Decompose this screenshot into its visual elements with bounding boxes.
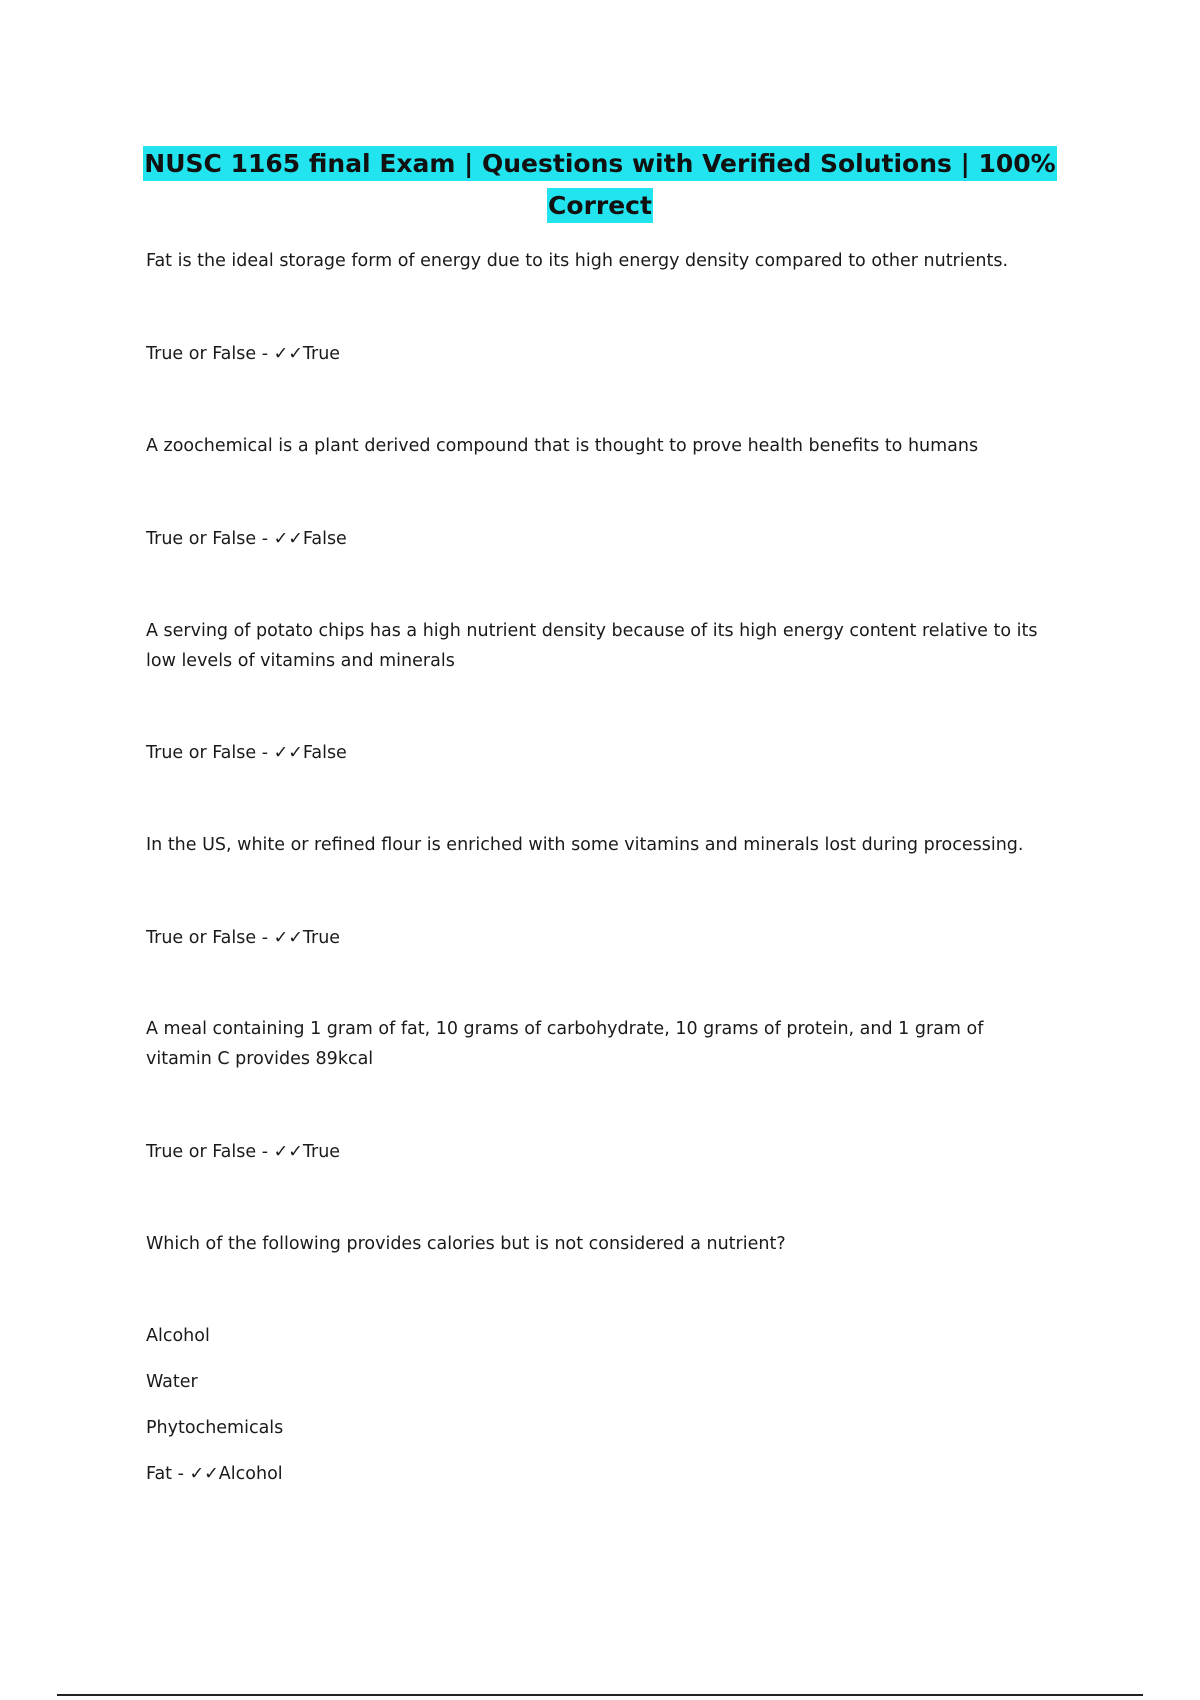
question-6-option-3: Phytochemicals (146, 1418, 284, 1438)
question-2-answer: True or False - ✓✓False (146, 529, 347, 549)
document-title (140, 143, 1060, 227)
question-2-text: A zoochemical is a plant derived compound that is thought to prove health benefits to humans (146, 436, 979, 456)
title-line-1: NUSC 1165 final Exam | Questions with Verified Solutions | 100% (143, 146, 1056, 181)
question-3-text-line-2: low levels of vitamins and minerals (146, 651, 455, 671)
question-5-text-line-2: vitamin C provides 89kcal (146, 1049, 374, 1069)
question-5-text-line-1: A meal containing 1 gram of fat, 10 grams of carbohydrate, 10 grams of protein, and 1 gram of (146, 1019, 984, 1039)
question-6-option-1: Alcohol (146, 1326, 210, 1346)
footer-divider (57, 1694, 1143, 1696)
question-4-text: In the US, white or refined flour is enriched with some vitamins and minerals lost during processing. (146, 835, 1024, 855)
question-6-option-2: Water (146, 1372, 198, 1392)
question-1-answer: True or False - ✓✓True (146, 344, 341, 364)
question-1-text: Fat is the ideal storage form of energy due to its high energy density compared to other nutrients. (146, 251, 1009, 271)
question-3-answer: True or False - ✓✓False (146, 743, 347, 763)
title-line-2: Correct (547, 188, 653, 223)
question-5-answer: True or False - ✓✓True (146, 1142, 341, 1162)
question-3-text-line-1: A serving of potato chips has a high nutrient density because of its high energy content relative to its (146, 621, 1038, 641)
question-4-answer: True or False - ✓✓True (146, 928, 341, 948)
question-6-text: Which of the following provides calories but is not considered a nutrient? (146, 1234, 786, 1254)
question-6-answer: Fat - ✓✓Alcohol (146, 1464, 283, 1484)
